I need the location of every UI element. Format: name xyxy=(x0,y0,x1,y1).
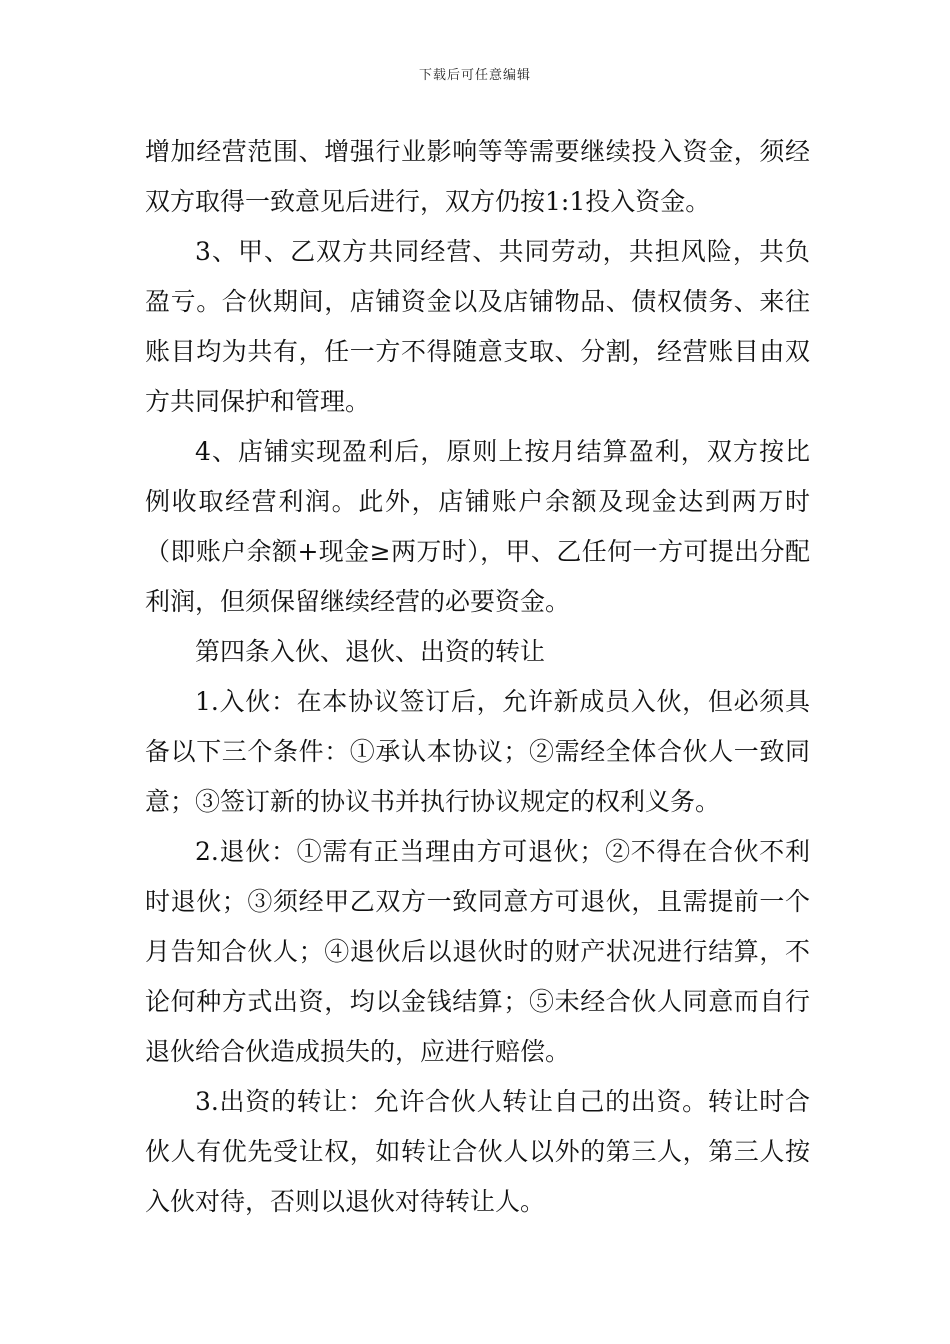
paragraph-capital-transfer: 3.出资的转让：允许合伙人转让自己的出资。转让时合伙人有优先受让权，如转让合伙人以外的第三人，第三人按入伙对待，否则以退伙对待转让人。 xyxy=(145,1087,810,1216)
paragraph-joining: 1.入伙：在本协议签订后，允许新成员入伙，但必须具备以下三个条件：①承认本协议；②需经全体合伙人一致同意；③签订新的协议书并执行协议规定的权利义务。 xyxy=(145,687,810,816)
paragraph-clause-4: 4、店铺实现盈利后，原则上按月结算盈利，双方按比例收取经营利润。此外，店铺账户余额及现金达到两万时（即账户余额+现金≥两万时），甲、乙任何一方可提出分配利润，但须保留继续经营的必要资金。 xyxy=(145,437,810,616)
page-header: 下载后可任意编辑 xyxy=(418,68,531,83)
paragraph-clause-3: 3、甲、乙双方共同经营、共同劳动，共担风险，共负盈亏。合伙期间，店铺资金以及店铺物品、债权债务、来往账目均为共有，任一方不得随意支取、分割，经营账目由双方共同保护和管理。 xyxy=(145,237,810,416)
document-body xyxy=(145,127,810,1227)
section-heading-article-4: 第四条入伙、退伙、出资的转让 xyxy=(195,637,546,666)
paragraph-withdrawal: 2.退伙：①需有正当理由方可退伙；②不得在合伙不利时退伙；③须经甲乙双方一致同意方可退伙，且需提前一个月告知合伙人；④退伙后以退伙时的财产状况进行结算，不论何种方式出资，均以金钱结算；⑤未经合伙人同意而自行退伙给合伙造成损失的，应进行赔偿。 xyxy=(145,837,810,1066)
paragraph-continuation: 增加经营范围、增强行业影响等等需要继续投入资金，须经双方取得一致意见后进行，双方仍按1:1投入资金。 xyxy=(145,137,810,216)
